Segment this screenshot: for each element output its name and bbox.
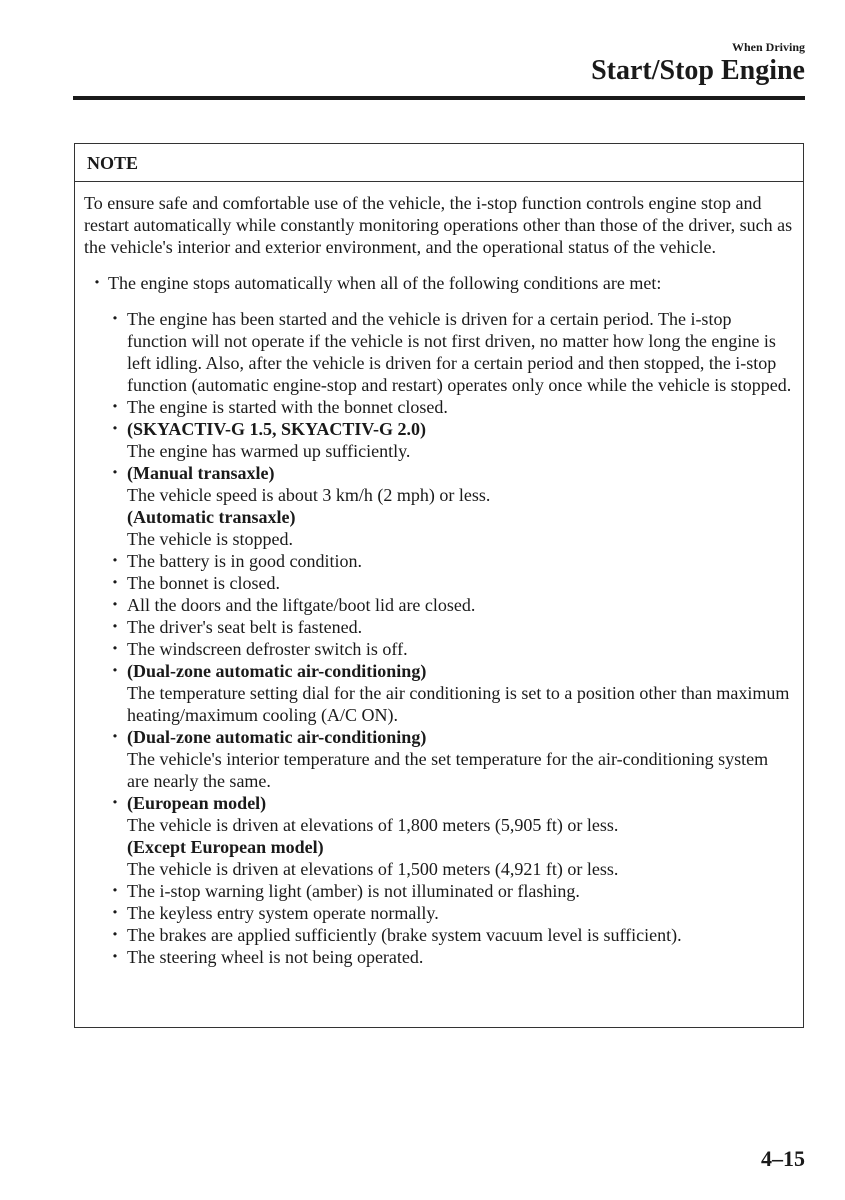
condition-text: The steering wheel is not being operated. [127, 947, 424, 967]
condition-item [106, 616, 793, 638]
condition-text: The brakes are applied sufficiently (brake system vacuum level is sufficient). [127, 925, 682, 945]
condition-item [106, 396, 793, 418]
note-intro: To ensure safe and comfortable use of the vehicle, the i-stop function controls engine stop and restart automatically while constantly monitoring operations other than those of the driver, such as the vehicle's interior and exterior environment, and the operational status of the vehicle. [84, 193, 793, 257]
condition-text: The vehicle is driven at elevations of 1,500 meters (4,921 ft) or less. [127, 859, 619, 879]
condition-item [106, 594, 793, 616]
condition-item [106, 792, 793, 880]
condition-item [106, 308, 793, 396]
condition-item [106, 660, 793, 726]
condition-text: The driver's seat belt is fastened. [127, 617, 363, 637]
condition-item [106, 638, 793, 660]
condition-text: The engine has warmed up sufficiently. [127, 441, 411, 461]
bullet-icon: ・ [106, 551, 124, 571]
bullet-icon: ・ [106, 639, 124, 659]
condition-text: The vehicle is driven at elevations of 1,800 meters (5,905 ft) or less. [127, 815, 619, 835]
condition-item [106, 880, 793, 902]
bullet-icon: ・ [106, 309, 124, 329]
condition-item [106, 924, 793, 946]
bullet-icon: ・ [106, 463, 124, 483]
condition-text: The vehicle's interior temperature and the set temperature for the air-conditioning system are nearly the same. [127, 749, 769, 791]
condition-heading: (European model) [127, 793, 267, 813]
condition-item [106, 462, 793, 550]
bullet-icon: ・ [106, 793, 124, 813]
condition-heading: (Automatic transaxle) [127, 507, 296, 527]
bullet-icon: ・ [106, 617, 124, 637]
bullet-icon: ・ [106, 573, 124, 593]
condition-heading: (Dual-zone automatic air-conditioning) [127, 661, 427, 681]
condition-heading: (Manual transaxle) [127, 463, 275, 483]
condition-text: The battery is in good condition. [127, 551, 362, 571]
bullet-icon: ・ [106, 881, 124, 901]
bullet-icon: ・ [106, 727, 124, 747]
conditions-list [84, 308, 793, 968]
condition-text: The vehicle speed is about 3 km/h (2 mph) or less. [127, 485, 491, 505]
section-label: When Driving [731, 40, 805, 54]
bullet-icon: ・ [106, 903, 124, 923]
bullet-icon: ・ [106, 397, 124, 417]
condition-text: The bonnet is closed. [127, 573, 280, 593]
page-number: 4–15 [761, 1146, 805, 1171]
condition-text: The engine is started with the bonnet closed. [127, 397, 448, 417]
condition-text: The windscreen defroster switch is off. [127, 639, 408, 659]
condition-text: The i-stop warning light (amber) is not illuminated or flashing. [127, 881, 580, 901]
main-bullet-text: The engine stops automatically when all of the following conditions are met: [108, 273, 662, 293]
main-bullet-item [84, 272, 793, 294]
note-box [74, 143, 804, 1028]
condition-heading: (SKYACTIV-G 1.5, SKYACTIV-G 2.0) [127, 419, 427, 439]
bullet-icon: ・ [88, 273, 106, 293]
condition-text: The keyless entry system operate normally. [127, 903, 439, 923]
note-body [75, 182, 803, 968]
condition-text: All the doors and the liftgate/boot lid are closed. [127, 595, 476, 615]
condition-text: The temperature setting dial for the air conditioning is set to a position other than maximum heating/maximum cooling (A/C ON). [127, 683, 790, 725]
condition-item [106, 726, 793, 792]
bullet-icon: ・ [106, 947, 124, 967]
condition-item [106, 946, 793, 968]
condition-item [106, 902, 793, 924]
bullet-icon: ・ [106, 595, 124, 615]
bullet-icon: ・ [106, 925, 124, 945]
condition-item [106, 572, 793, 594]
header-rule [73, 96, 805, 100]
page-title: Start/Stop Engine [591, 55, 805, 86]
condition-item [106, 418, 793, 462]
bullet-icon: ・ [106, 661, 124, 681]
note-heading: NOTE [75, 144, 803, 182]
condition-item [106, 550, 793, 572]
condition-text: The vehicle is stopped. [127, 529, 293, 549]
condition-heading: (Dual-zone automatic air-conditioning) [127, 727, 427, 747]
condition-heading: (Except European model) [127, 837, 324, 857]
bullet-icon: ・ [106, 419, 124, 439]
condition-text: The engine has been started and the vehicle is driven for a certain period. The i-stop function will not operate if the vehicle is not first driven, no matter how long the engine is left idling. Also, after the vehicle is driven for a certain period and then stopped, the i-stop function (automatic engine-stop and restart) operates only once while the vehicle is stopped. [127, 309, 792, 395]
